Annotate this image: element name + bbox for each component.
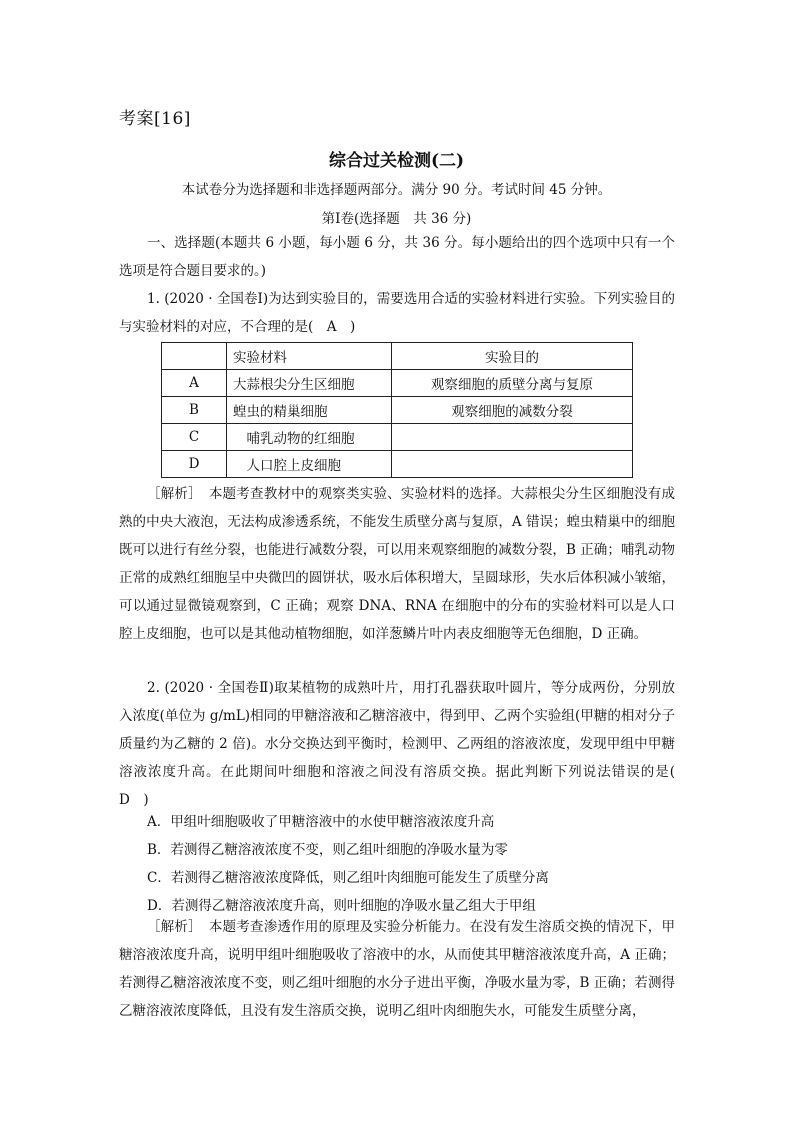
case-label: 考案[16] [119,109,191,129]
q1-table [161,342,633,478]
q2-option-b: B．若测得乙糖溶液浓度不变，则乙组叶细胞的净吸水量为零 [147,842,508,858]
table-header-cell [162,343,227,370]
q1-analysis: ［解析］ 本题考查教材中的观察类实验、实验材料的选择。大蒜根尖分生区细胞没有成熟的中央大液泡，无法构成渗透系统，不能发生质壁分离与复原，A 错误；蝗虫精巢中的细胞既可以进行有丝分裂，也能进行减数分裂，可以用来观察细胞的减数分裂，B 正确；哺乳动物正常的成熟红细胞呈中央微凹的圆饼状，吸水后体积增大，呈圆球形，失水后体积减小皱缩，可以通过显微镜观察到，C 正确；观察 DNA、RNA 在细胞中的分布的实验材料可以是人口腔上皮细胞，也可以是其他动植物细胞，如洋葱鳞片叶内表皮细胞等无色细胞，D 正确。 [119,486,675,642]
page-title: 综合过关检测(二) [328,151,465,171]
table-cell [392,451,633,478]
table-cell: 观察细胞的减数分裂 [392,397,633,424]
table-cell: A [162,370,227,397]
table-header-row [162,343,633,370]
q1-stem: 1. (2020 · 全国卷Ⅰ)为达到实验目的，需要选用合适的实验材料进行实验。下列实验目的与实验材料的对应，不合理的是( A ) [119,291,675,335]
table-cell: 观察细胞的质壁分离与复原 [392,370,633,397]
table-cell: C [162,424,227,451]
table-cell: B [162,397,227,424]
table-row [162,370,633,397]
table-header-cell: 实验目的 [392,343,633,370]
exam-subtitle: 本试卷分为选择题和非选择题两部分。满分 90 分。考试时间 45 分钟。 [181,182,612,198]
section-title: 第Ⅰ卷(选择题 共 36 分) [321,211,472,227]
table-cell: D [162,451,227,478]
table-header-cell: 实验材料 [227,343,392,370]
instructions: 一、选择题(本题共 6 小题，每小题 6 分，共 36 分。每小题给出的四个选项中只有一个选项是符合题目要求的。) [119,235,675,279]
table-row [162,424,633,451]
table-cell: 蝗虫的精巢细胞 [227,397,392,424]
q2-analysis: ［解析］ 本题考查渗透作用的原理及实验分析能力。在没有发生溶质交换的情况下，甲糖溶液浓度升高，说明甲组叶细胞吸收了溶液中的水，从而使其甲糖溶液浓度升高，A 正确；若测得乙糖溶液浓度不变，则乙组叶细胞的水分子进出平衡，净吸水量为零，B 正确；若测得乙糖溶液浓度降低，且没有发生溶质交换，说明乙组叶肉细胞失水，可能发生质壁分离， [119,919,675,1019]
table-cell [392,424,633,451]
table-cell: 哺乳动物的红细胞 [227,424,392,451]
table-row [162,397,633,424]
q2-option-a: A．甲组叶细胞吸收了甲糖溶液中的水使甲糖溶液浓度升高 [147,814,495,830]
table-cell: 大蒜根尖分生区细胞 [227,370,392,397]
table-row [162,451,633,478]
q2-option-d: D．若测得乙糖溶液浓度升高，则叶细胞的净吸水量乙组大于甲组 [147,898,536,914]
table-cell: 人口腔上皮细胞 [227,451,392,478]
q2-stem: 2. (2020 · 全国卷Ⅱ)取某植物的成熟叶片，用打孔器获取叶圆片，等分成两份，分别放入浓度(单位为 g/mL)相同的甲糖溶液和乙糖溶液中，得到甲、乙两个实验组(甲糖的相对分子质量约为乙糖的 2 倍)。水分交换达到平衡时，检测甲、乙两组的溶液浓度，发现甲组中甲糖溶液浓度升高。在此期间叶细胞和溶液之间没有溶质交换。据此判断下列说法错误的是( D ) [119,680,689,808]
q2-option-c: C．若测得乙糖溶液浓度降低，则乙组叶肉细胞可能发生了质壁分离 [147,870,549,886]
